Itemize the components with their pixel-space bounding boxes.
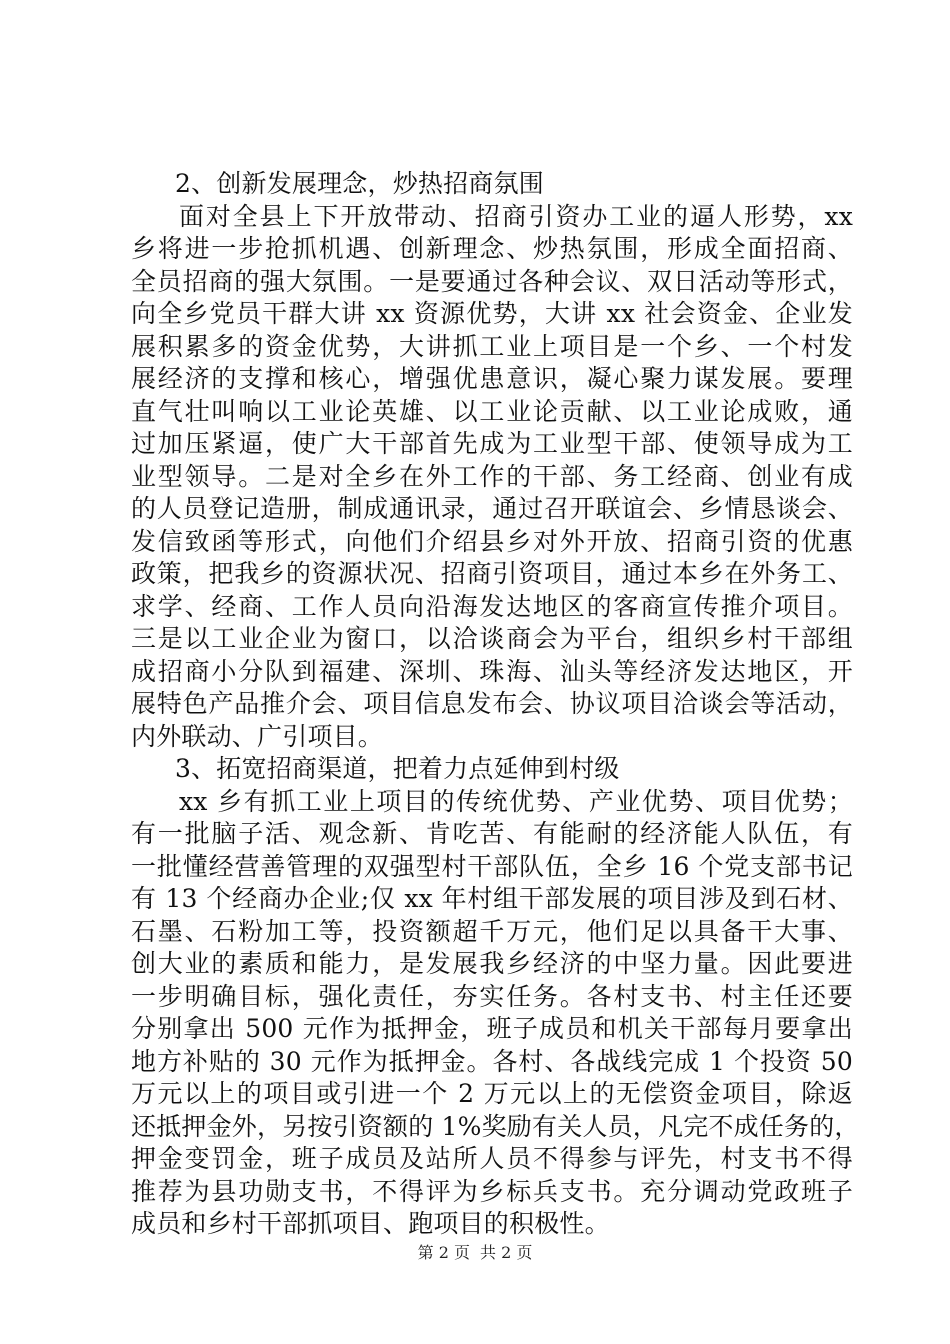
section-3-line-14: 成员和乡村干部抓项目、跑项目的积极性。 xyxy=(131,1209,610,1238)
section-2-line-7: 直气壮叫响以工业论英雄、以工业论贡献、以工业论成败，通 xyxy=(131,396,853,426)
section-3-heading: 3、拓宽招商渠道，把着力点延伸到村级 xyxy=(175,754,620,783)
section-2-line-1: 面对全县上下开放带动、招商引资办工业的逼人形势，xx xyxy=(179,201,853,231)
page-footer xyxy=(0,1243,950,1263)
section-2-line-2: 乡将进一步抢抓机遇、创新理念、炒热氛围，形成全面招商、 xyxy=(131,234,853,263)
section-3-line-12: 押金变罚金，班子成员及站所人员不得参与评先，村支书不得 xyxy=(131,1144,853,1173)
section-2-line-9: 业型领导。二是对全乡在外工作的干部、务工经商、创业有成 xyxy=(131,461,853,491)
section-2-line-10: 的人员登记造册，制成通讯录，通过召开联谊会、乡情恳谈会、 xyxy=(131,494,853,523)
page-number: 第 2 页 xyxy=(417,1243,470,1262)
section-3-line-9: 地方补贴的 30 元作为抵押金。各村、各战线完成 1 个投资 50 xyxy=(131,1046,853,1076)
section-3-line-5: 石墨、石粉加工等，投资额超千万元，他们足以具备干大事、 xyxy=(131,916,853,946)
section-2-line-5: 展积累多的资金优势，大讲抓工业上项目是一个乡、一个村发 xyxy=(131,331,853,361)
section-2-line-15: 成招商小分队到福建、深圳、珠海、汕头等经济发达地区，开 xyxy=(131,656,853,686)
section-2-line-17: 内外联动、广引项目。 xyxy=(131,721,384,751)
section-2-line-6: 展经济的支撑和核心，增强优患意识，凝心聚力谋发展。要理 xyxy=(131,364,853,393)
section-2-line-16: 展特色产品推介会、项目信息发布会、协议项目洽谈会等活动， xyxy=(131,689,853,718)
section-3-line-2: 有一批脑子活、观念新、肯吃苦、有能耐的经济能人队伍，有 xyxy=(131,819,853,848)
section-3-line-3: 一批懂经营善管理的双强型村干部队伍，全乡 16 个党支部书记 xyxy=(131,851,853,881)
section-2-line-14: 三是以工业企业为窗口，以洽谈商会为平台，组织乡村干部组 xyxy=(131,624,853,653)
document-body xyxy=(131,168,860,1241)
section-2-line-12: 政策，把我乡的资源状况、招商引资项目，通过本乡在外务工、 xyxy=(131,559,853,588)
section-2-line-11: 发信致函等形式，向他们介绍县乡对外开放、招商引资的优惠 xyxy=(131,526,853,556)
page-total: 共 2 页 xyxy=(480,1243,533,1262)
section-3-line-8: 分别拿出 500 元作为抵押金，班子成员和机关干部每月要拿出 xyxy=(131,1014,853,1043)
section-2-line-4: 向全乡党员干群大讲 xx 资源优势，大讲 xx 社会资金、企业发 xyxy=(131,299,853,328)
section-2-line-8: 过加压紧逼，使广大干部首先成为工业型干部、使领导成为工 xyxy=(131,429,853,458)
section-3-line-6: 创大业的素质和能力，是发展我乡经济的中坚力量。因此要进 xyxy=(131,949,853,978)
section-3-line-13: 推荐为县功勋支书，不得评为乡标兵支书。充分调动党政班子 xyxy=(131,1176,853,1206)
section-2-line-13: 求学、经商、工作人员向沿海发达地区的客商宣传推介项目。 xyxy=(131,591,853,621)
section-3-line-4: 有 13 个经商办企业;仅 xx 年村组干部发展的项目涉及到石材、 xyxy=(131,884,853,913)
section-3-line-11: 还抵押金外，另按引资额的 1%奖励有关人员，凡完不成任务的， xyxy=(131,1111,860,1141)
section-2-line-3: 全员招商的强大氛围。一是要通过各种会议、双日活动等形式， xyxy=(131,266,853,296)
section-3-line-10: 万元以上的项目或引进一个 2 万元以上的无偿资金项目，除返 xyxy=(131,1079,853,1108)
section-3-line-7: 一步明确目标，强化责任，夯实任务。各村支书、村主任还要 xyxy=(131,981,853,1011)
section-3-line-1: xx 乡有抓工业上项目的传统优势、产业优势、项目优势； xyxy=(179,786,853,816)
section-2-heading: 2、创新发展理念，炒热招商氛围 xyxy=(175,169,544,198)
